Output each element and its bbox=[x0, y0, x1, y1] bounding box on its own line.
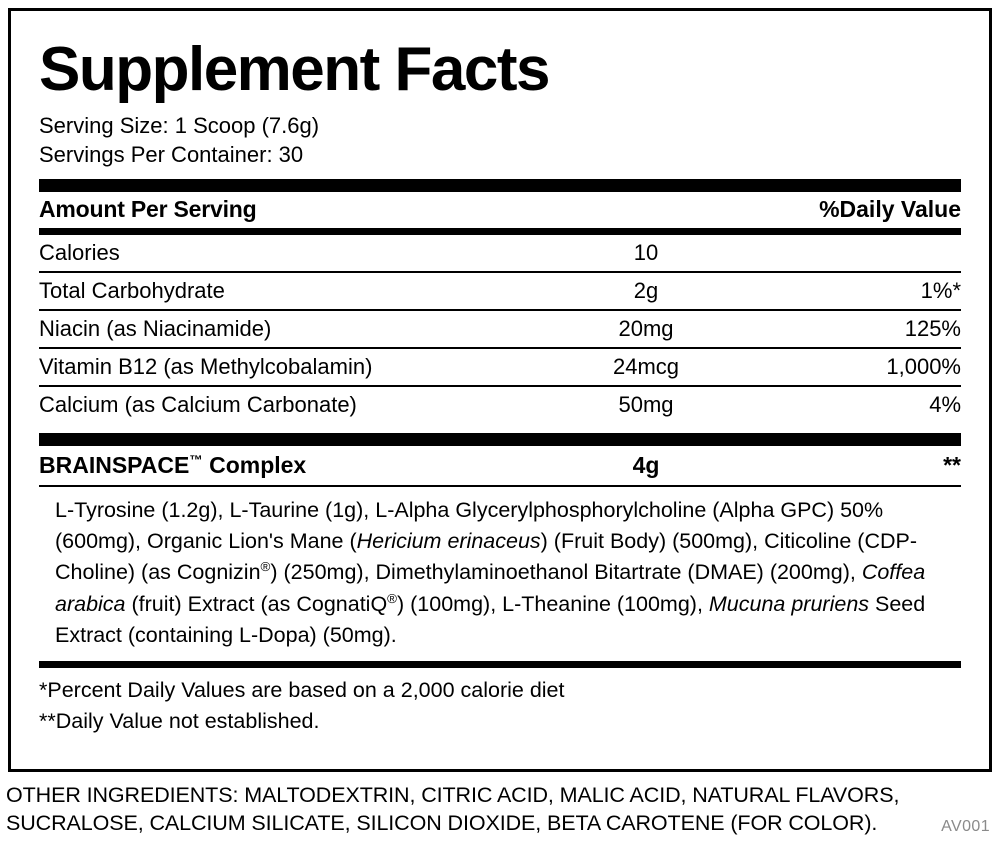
nutrient-name: Calcium (as Calcium Carbonate) bbox=[39, 392, 357, 418]
supplement-facts-panel bbox=[8, 8, 992, 772]
nutrient-daily-value: 1,000% bbox=[886, 354, 961, 380]
divider-thick-top bbox=[39, 179, 961, 192]
product-code: AV001 bbox=[941, 818, 990, 835]
divider-medium-footer bbox=[39, 661, 961, 668]
trademark-symbol: ™ bbox=[189, 452, 203, 468]
divider-medium-header bbox=[39, 228, 961, 235]
table-row bbox=[39, 349, 961, 385]
nutrient-amount: 2g bbox=[633, 278, 659, 304]
table-row bbox=[39, 273, 961, 309]
servings-per-container: Servings Per Container: 30 bbox=[39, 142, 304, 168]
blend-name-text: BRAINSPACE bbox=[39, 452, 190, 479]
blend-ingredients: L-Tyrosine (1.2g), L-Taurine (1g), L-Alpha Glycerylphosphorylcholine (Alpha GPC) 50% (600mg), Organic Lion's Mane (Hericium erinaceus) (Fruit Body) (500mg), Citicoline (CDP-Choline) (as Cognizin®) (250mg), Dimethylaminoethanol Bitartrate (DMAE) (200mg), Coffea arabica (fruit) Extract (as CognatiQ®) (100mg), L-Theanine (100mg), Mucuna pruriens Seed Extract (containing L-Dopa) (50mg). bbox=[55, 498, 926, 647]
nutrient-daily-value: 1%* bbox=[920, 278, 961, 304]
amount-per-serving-header: Amount Per Serving bbox=[39, 196, 257, 223]
nutrient-name: Calories bbox=[39, 240, 120, 266]
divider-thick-blend bbox=[39, 433, 961, 446]
nutrient-amount: 24mcg bbox=[612, 354, 680, 380]
nutrient-daily-value: 125% bbox=[904, 316, 961, 342]
daily-value-header: %Daily Value bbox=[819, 196, 961, 223]
nutrient-amount: 50mg bbox=[618, 392, 674, 418]
nutrient-name: Total Carbohydrate bbox=[39, 278, 225, 304]
table-row bbox=[39, 387, 961, 423]
blend-row bbox=[39, 446, 961, 485]
nutrient-name: Niacin (as Niacinamide) bbox=[39, 316, 272, 342]
table-row bbox=[39, 235, 961, 271]
blend-name-suffix: Complex bbox=[202, 452, 307, 479]
table-header-row bbox=[39, 192, 961, 228]
blend-daily-value: ** bbox=[943, 452, 961, 479]
nutrient-name: Vitamin B12 (as Methylcobalamin) bbox=[39, 354, 373, 380]
page-title: Supplement Facts bbox=[39, 35, 549, 104]
nutrient-amount: 10 bbox=[633, 240, 659, 266]
blend-amount: 4g bbox=[632, 452, 660, 479]
table-row bbox=[39, 311, 961, 347]
blend-name bbox=[39, 452, 541, 479]
nutrient-daily-value: 4% bbox=[929, 392, 961, 418]
footnote-daily-values: *Percent Daily Values are based on a 2,000 calorie diet bbox=[39, 677, 565, 702]
serving-size: Serving Size: 1 Scoop (7.6g) bbox=[39, 113, 320, 138]
nutrient-amount: 20mg bbox=[618, 316, 674, 342]
footnote-dv-not-established: **Daily Value not established. bbox=[39, 708, 320, 733]
other-ingredients: OTHER INGREDIENTS: MALTODEXTRIN, CITRIC ACID, MALIC ACID, NATURAL FLAVORS, SUCRALOSE, CALCIUM SILICATE, SILICON DIOXIDE, BETA CAROTENE (FOR COLOR). bbox=[6, 783, 900, 835]
